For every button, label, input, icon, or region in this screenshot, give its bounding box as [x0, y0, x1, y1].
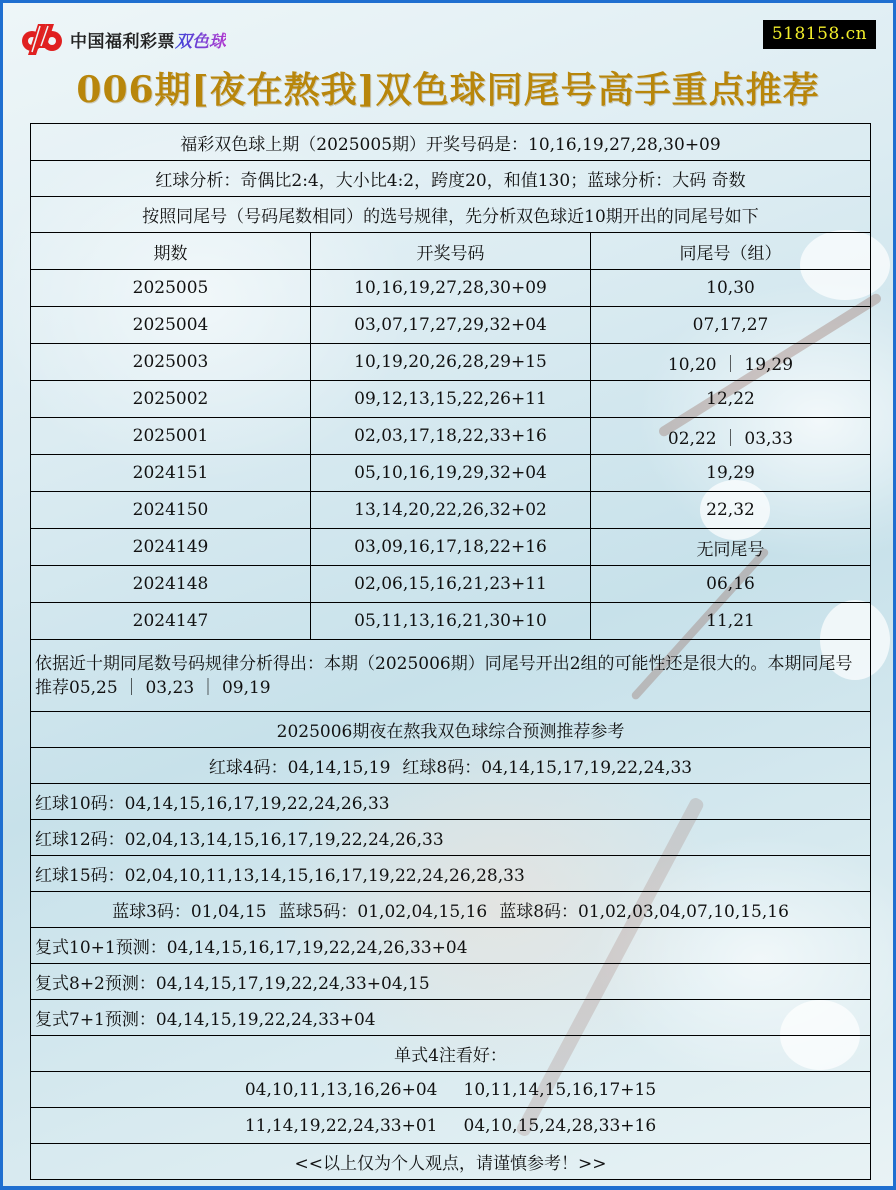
red-12-code: 红球12码：02,04,13,14,15,16,17,19,22,24,26,33	[35, 830, 444, 850]
red-8-code: 红球8码：04,14,15,17,19,22,24,33	[402, 758, 693, 778]
blue-8-code: 蓝球8码：01,02,03,04,07,10,15,16	[499, 902, 789, 922]
single-pick: 04,10,11,13,16,26+04	[244, 1079, 438, 1100]
blue-codes-row	[31, 891, 870, 927]
single-title-row	[31, 1035, 870, 1071]
numbers-cell: 03,07,17,27,29,32+04	[311, 307, 591, 343]
numbers-cell: 10,16,19,27,28,30+09	[311, 270, 591, 306]
column-header-numbers: 开奖号码	[311, 233, 591, 269]
numbers-cell: 02,03,17,18,22,33+16	[311, 418, 591, 454]
compound-10-1-row	[31, 927, 870, 963]
red-4-code: 红球4码：04,14,15,19	[208, 758, 391, 778]
numbers-cell: 03,09,16,17,18,22+16	[311, 529, 591, 565]
numbers-cell: 10,19,20,26,28,29+15	[311, 344, 591, 380]
lottery-logo	[20, 22, 226, 56]
compound-7-1-row	[31, 999, 870, 1035]
single-pick: 10,11,14,15,16,17+15	[463, 1079, 657, 1100]
table-row	[31, 343, 870, 380]
issue-cell: 2024150	[31, 492, 311, 528]
issue-cell: 2025004	[31, 307, 311, 343]
single-picks-row	[31, 1071, 870, 1107]
issue-cell: 2025003	[31, 344, 311, 380]
numbers-cell: 05,10,16,19,29,32+04	[311, 455, 591, 491]
compound-7-1: 复式7+1预测：04,14,15,19,22,24,33+04	[35, 1010, 376, 1030]
red-12-row	[31, 819, 870, 855]
single-pick: 04,10,15,24,28,33+16	[463, 1115, 657, 1136]
table-header-row	[31, 232, 870, 269]
forecast-title-row	[31, 711, 870, 747]
same-tail-cell: 06,16	[706, 574, 755, 594]
disclaimer-text: <<以上仅为个人观点，请谨慎参考！>>	[294, 1154, 607, 1174]
conclusion-text: 依据近十期同尾数号码规律分析得出：本期（2025006期）同尾号开出2组的可能性还是很大的。本期同尾号推荐05,25 ｜ 03,23 ｜ 09,19	[35, 653, 853, 698]
last-draw-text: 福彩双色球上期（2025005期）开奖号码是：10,16,19,27,28,30+09	[180, 134, 721, 155]
issue-cell: 2024148	[31, 566, 311, 602]
conclusion-row	[31, 639, 870, 711]
table-row	[31, 380, 870, 417]
issue-cell: 2025002	[31, 381, 311, 417]
red-15-row	[31, 855, 870, 891]
table-row	[31, 602, 870, 639]
red-4-8-row	[31, 747, 870, 783]
analysis-text: 红球分析：奇偶比2:4，大小比4:2，跨度20，和值130；蓝球分析：大码 奇数	[155, 171, 746, 191]
same-tail-cell: 无同尾号	[696, 539, 765, 560]
column-header-same-tail: 同尾号（组）	[679, 243, 782, 264]
last-draw-row	[31, 124, 870, 160]
compound-10-1: 复式10+1预测：04,14,15,16,17,19,22,24,26,33+04	[35, 938, 468, 958]
numbers-cell: 09,12,13,15,22,26+11	[311, 381, 591, 417]
recommendation-table	[30, 123, 871, 1180]
table-row	[31, 565, 870, 602]
same-tail-cell: 12,22	[706, 389, 755, 409]
table-row	[31, 269, 870, 306]
logo-text-secondary: 双色球	[175, 27, 226, 52]
table-row	[31, 528, 870, 565]
blue-3-code: 蓝球3码：01,04,15	[112, 902, 267, 922]
site-badge[interactable]: 518158.cn	[763, 20, 876, 49]
table-row	[31, 491, 870, 528]
issue-cell: 2025005	[31, 270, 311, 306]
single-pick: 11,14,19,22,24,33+01	[244, 1115, 438, 1136]
table-row	[31, 454, 870, 491]
single-title: 单式4注看好：	[394, 1046, 507, 1066]
issue-cell: 2024151	[31, 455, 311, 491]
same-tail-cell: 07,17,27	[692, 315, 769, 335]
compound-8-2: 复式8+2预测：04,14,15,17,19,22,24,33+04,15	[35, 974, 430, 994]
numbers-cell: 02,06,15,16,21,23+11	[311, 566, 591, 602]
red-10-code: 红球10码：04,14,15,16,17,19,22,24,26,33	[35, 794, 390, 814]
red-15-code: 红球15码：02,04,10,11,13,14,15,16,17,19,22,24,26,28,33	[35, 866, 525, 886]
same-tail-cell: 11,21	[706, 611, 755, 631]
red-10-row	[31, 783, 870, 819]
intro-text: 按照同尾号（号码尾数相同）的选号规律，先分析双色球近10期开出的同尾号如下	[142, 207, 759, 227]
welfare-lottery-logo-icon	[20, 22, 64, 56]
same-tail-cell: 02,22 ｜ 03,33	[667, 428, 794, 449]
table-row	[31, 306, 870, 343]
column-header-issue: 期数	[31, 233, 311, 269]
disclaimer-row	[31, 1143, 870, 1179]
issue-cell: 2024147	[31, 603, 311, 639]
compound-8-2-row	[31, 963, 870, 999]
same-tail-cell: 10,30	[706, 278, 755, 298]
table-row	[31, 417, 870, 454]
issue-cell: 2024149	[31, 529, 311, 565]
same-tail-cell: 19,29	[706, 463, 755, 483]
numbers-cell: 05,11,13,16,21,30+10	[311, 603, 591, 639]
same-tail-cell: 22,32	[706, 500, 755, 520]
same-tail-cell: 10,20 ｜ 19,29	[667, 354, 794, 375]
blue-5-code: 蓝球5码：01,02,04,15,16	[278, 902, 488, 922]
single-picks-row	[31, 1107, 870, 1143]
intro-row	[31, 196, 870, 232]
forecast-title: 2025006期夜在熬我双色球综合预测推荐参考	[276, 722, 625, 742]
logo-text-primary: 中国福利彩票	[70, 31, 175, 52]
issue-cell: 2025001	[31, 418, 311, 454]
page-title: 006期[夜在熬我]双色球同尾号高手重点推荐	[76, 69, 820, 111]
analysis-row	[31, 160, 870, 196]
page-header	[0, 0, 896, 122]
numbers-cell: 13,14,20,22,26,32+02	[311, 492, 591, 528]
